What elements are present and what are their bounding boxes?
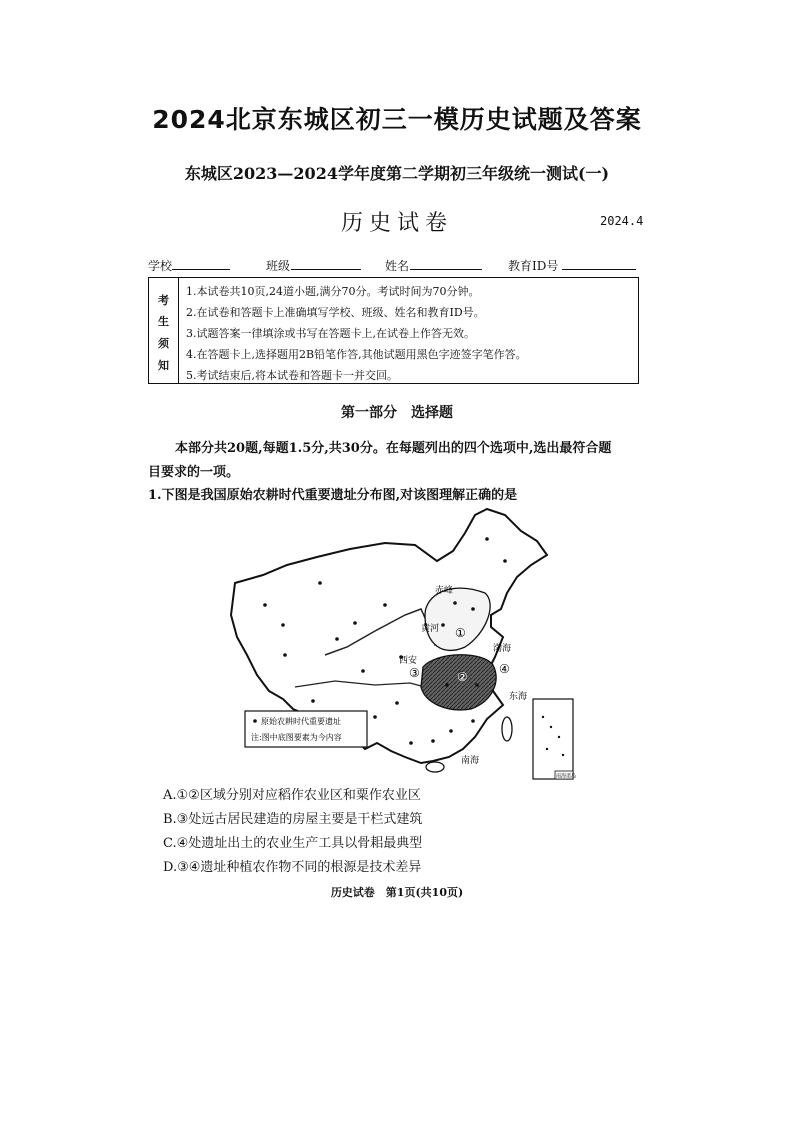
notice-item: 2.在试卷和答题卡上准确填写学校、班级、姓名和教育ID号。 <box>186 306 485 319</box>
hainan-island <box>426 762 444 772</box>
label-huanghe: 黄河 <box>421 624 440 634</box>
notice-side-char: 知 <box>158 359 169 372</box>
school-field[interactable] <box>172 269 230 270</box>
section-intro-line1: 本部分共20题,每题1.5分,共30分。在每题列出的四个选项中,选出最符合题 <box>175 441 612 456</box>
option-d[interactable]: D.③④遗址种植农作物不同的根源是技术差异 <box>163 860 422 875</box>
notice-side-char: 考 <box>158 294 169 307</box>
school-label: 学校 <box>148 259 173 273</box>
exam-date: 2024.4 <box>600 214 644 228</box>
question-1-stem: 1.下图是我国原始农耕时代重要遗址分布图,对该图理解正确的是 <box>148 488 518 503</box>
notice-side-char: 须 <box>158 337 169 350</box>
label-region-4: ④ <box>499 662 510 676</box>
id-field[interactable] <box>562 269 636 270</box>
notice-side-label <box>149 278 179 383</box>
label-xian: 西安 <box>399 656 418 666</box>
exam-subtitle: 东城区2023—2024学年度第二学期初三年级统一测试(一) <box>184 164 610 183</box>
taiwan-island <box>502 717 512 741</box>
option-c[interactable]: C.④处遗址出土的农业生产工具以骨耜最典型 <box>163 836 423 851</box>
main-title: 2024北京东城区初三一模历史试题及答案 <box>152 105 642 134</box>
region-1 <box>425 588 490 650</box>
label-region-3: ③ <box>409 666 420 680</box>
label-region-2: ② <box>457 670 468 684</box>
notice-item: 5.考试结束后,将本试卷和答题卡一并交回。 <box>186 369 398 382</box>
notice-item: 1.本试卷共10页,24道小题,满分70分。考试时间为70分钟。 <box>186 285 480 298</box>
inset-label: 南海诸岛 <box>556 773 577 780</box>
section-title: 第一部分 选择题 <box>341 405 453 421</box>
section-intro-line2: 目要求的一项。 <box>148 465 240 480</box>
legend-site-dot <box>253 719 257 723</box>
label-nanhai: 南海 <box>461 756 480 766</box>
legend-site-text: 原始农耕时代重要遗址 <box>261 717 341 726</box>
label-donghai: 东海 <box>509 692 528 702</box>
student-info-row <box>148 257 636 275</box>
option-b[interactable]: B.③处远古居民建造的房屋主要是干栏式建筑 <box>163 812 423 827</box>
name-label: 姓名 <box>385 259 410 273</box>
class-label: 班级 <box>266 259 291 273</box>
option-a[interactable]: A.①②区域分别对应稻作农业区和粟作农业区 <box>163 788 421 803</box>
notice-item: 4.在答题卡上,选择题用2B铅笔作答,其他试题用黑色字迹签字笔作答。 <box>186 348 527 361</box>
paper-title: 历史试卷 <box>340 211 453 236</box>
label-bohai: 渤海 <box>493 644 512 654</box>
page-footer: 历史试卷 第1页(共10页) <box>330 886 464 899</box>
china-neolithic-map <box>225 505 585 785</box>
legend-note: 注:图中底图要素为今内容 <box>251 733 342 742</box>
class-field[interactable] <box>291 269 361 270</box>
name-field[interactable] <box>410 269 482 270</box>
id-label: 教育ID号 <box>508 259 559 273</box>
south-china-sea-inset <box>533 699 573 779</box>
label-chifeng: 赤峰 <box>435 586 454 596</box>
notice-item: 3.试题答案一律填涂或书写在答题卡上,在试卷上作答无效。 <box>186 327 475 340</box>
exam-notice-box <box>148 277 639 384</box>
label-region-1: ① <box>455 626 466 640</box>
notice-side-char: 生 <box>158 315 169 328</box>
